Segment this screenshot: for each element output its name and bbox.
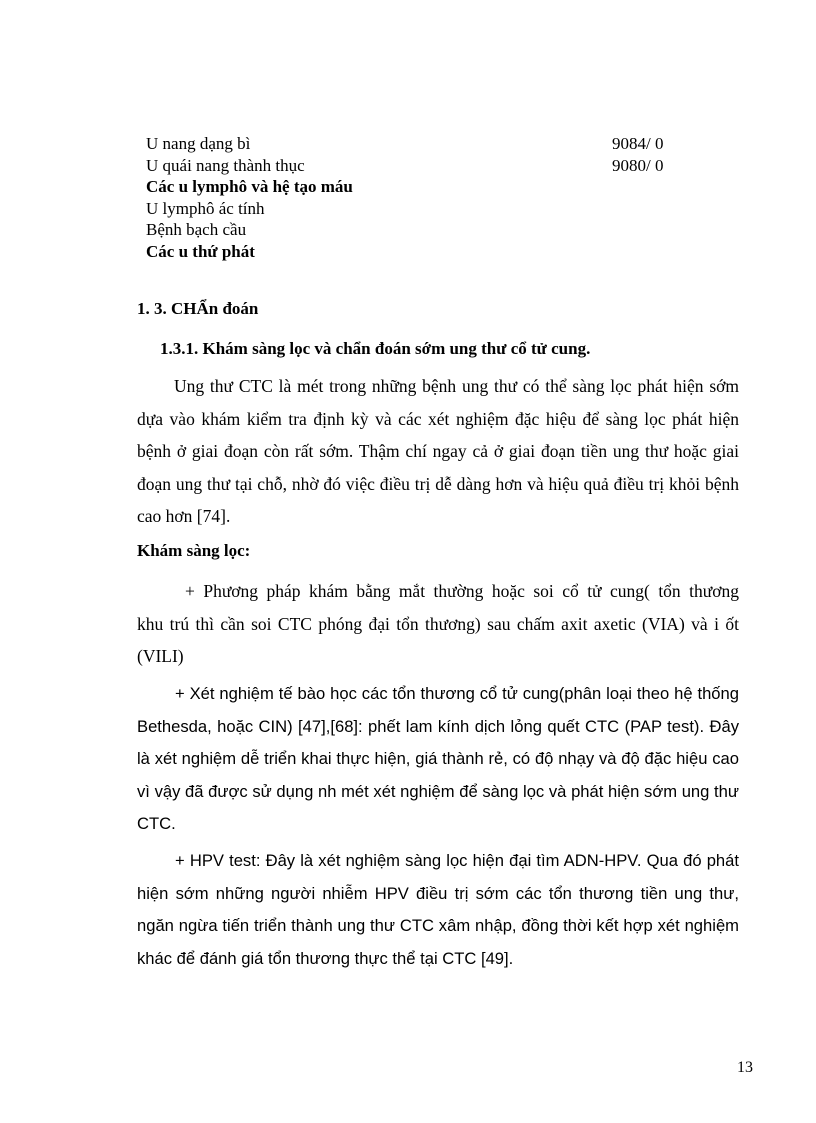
classification-group-heading xyxy=(146,176,686,198)
subsection-heading: 1.3.1. Khám sàng lọc và chẩn đoán sớm ung thư cổ tử cung. xyxy=(160,339,591,358)
method-cytology-paragraph: + Xét nghiệm tế bào học các tổn thương cổ tử cung(phân loại theo hệ thống Bethesda, hoặc CIN) [47],[68]: phết lam kính dịch lỏng quết CTC (PAP test). Đây là xét nghiệm dễ triển khai thực hiện, giá thành rẻ, có độ nhạy và độ đặc hiệu cao vì vậy đã được sử dụng nh mét xét nghiệm để sàng lọc và phát hiện sớm ung thư CTC. xyxy=(137,684,739,834)
classification-label: Các u thứ phát xyxy=(146,241,255,261)
classification-code: 9084/ 0 xyxy=(612,134,664,153)
section-heading: 1. 3. CHẨn đoán xyxy=(137,299,259,318)
classification-group-heading xyxy=(146,241,686,263)
classification-row xyxy=(146,155,686,177)
classification-label: U quái nang thành thục xyxy=(146,155,305,175)
classification-label: U lymphô ác tính xyxy=(146,198,265,218)
classification-row xyxy=(146,198,686,220)
method-visual-paragraph: + Phương pháp khám bằng mắt thường hoặc soi cổ tử cung( tổn thương khu trú thì cần soi CTC phóng đại tổn thương) sau chấm axit axetic (VIA) và i ốt (VILI) xyxy=(137,581,739,667)
screening-title: Khám sàng lọc: xyxy=(137,541,251,560)
classification-row xyxy=(146,219,686,241)
page-number: 13 xyxy=(737,1059,753,1076)
method-hpv-paragraph: + HPV test: Đây là xét nghiệm sàng lọc hiện đại tìm ADN-HPV. Qua đó phát hiện sớm những người nhiễm HPV điều trị sớm các tổn thương tiền ung thư, ngăn ngừa tiến triển thành ung thư CTC xâm nhập, đồng thời kết hợp xét nghiệm khác để đánh giá tổn thương thực thể tại CTC [49]. xyxy=(137,851,739,968)
classification-table xyxy=(146,133,686,262)
classification-code: 9080/ 0 xyxy=(612,155,664,175)
intro-paragraph: Ung thư CTC là mét trong những bệnh ung thư có thể sàng lọc phát hiện sớm dựa vào khám kiểm tra định kỳ và các xét nghiệm đặc hiệu để sàng lọc phát hiện bệnh ở giai đoạn còn rất sớm. Thậm chí ngay cả ở giai đoạn tiền ung thư hoặc giai đoạn ung thư tại chỗ, nhờ đó việc điều trị dễ dàng hơn và hiệu quả điều trị khỏi bệnh cao hơn [74]. xyxy=(137,376,739,527)
classification-label: U nang dạng bì xyxy=(146,134,251,153)
classification-label: Bệnh bạch cầu xyxy=(146,220,247,239)
classification-row xyxy=(146,133,686,155)
classification-label: Các u lymphô và hệ tạo máu xyxy=(146,177,353,196)
